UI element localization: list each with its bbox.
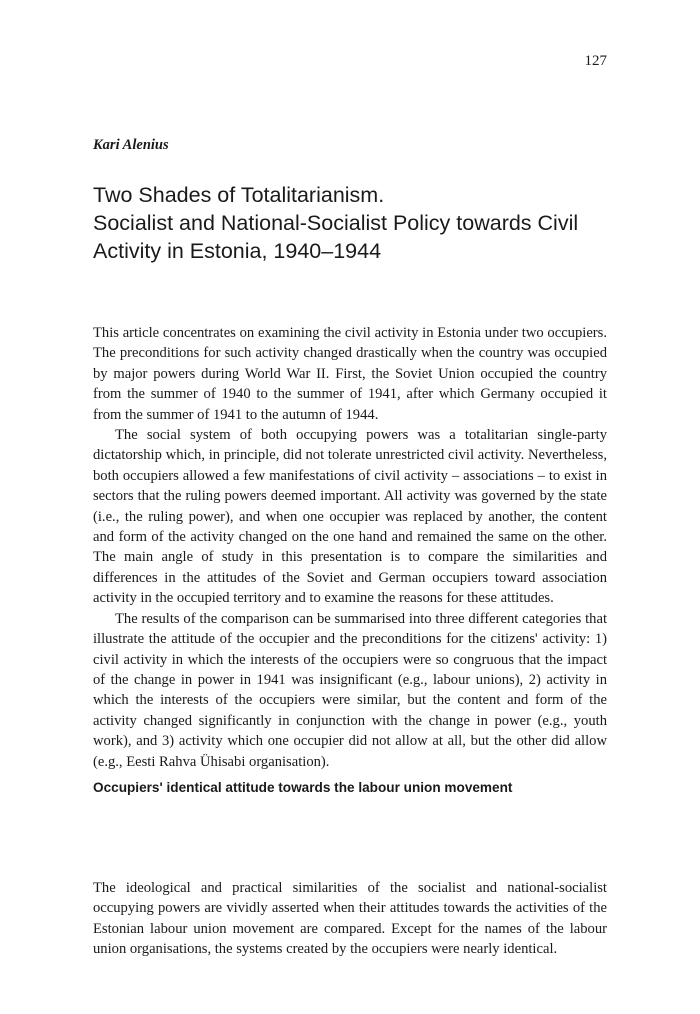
- paragraph: The results of the comparison can be summarised into three different categories that illustrate the attitude of the occupier and the preconditions for the citizens' activity: 1) civil activity in which the interests of the occupiers were so congruous that the impact of the change in power in 1941 was insignificant (e.g., labour unions), 2) activity in which the interests of the occupiers were similar, but the content and form of the activity changed significantly in conjunction with the change in power (e.g., youth work), and 3) activity which one occupier did not allow at all, but the other did allow (e.g., Eesti Rahva Ühisabi organisation).: [93, 610, 607, 770]
- paragraph: The ideological and practical similarities of the socialist and national-socialist occupying powers are vividly asserted when their attitudes towards the activities of the Estonian labour union movement are compared. Except for the names of the labour union organisations, the systems created by the occupiers were nearly identical.: [93, 880, 607, 958]
- title-line: Activity in Estonia, 1940–1944: [93, 239, 382, 263]
- abstract-body: [93, 323, 607, 772]
- author-name: Kari Alenius: [93, 137, 169, 153]
- paragraph: The social system of both occupying powers was a totalitarian single-party dictatorship which, in principle, did not tolerate unrestricted civil activity. Nevertheless, both occupiers allowed a few manifestations of civil activity – associations – to exist in sectors that the ruling powers deemed important. All activity was governed by the state (i.e., the ruling power), and when one occupier was replaced by another, the content and form of the activity changed on the one hand and remained the same on the other. The main angle of study in this presentation is to compare the similarities and differences in the attitudes of the Soviet and German occupiers toward association activity in the occupied territory and to examine the reasons for these attitudes.: [93, 427, 607, 607]
- paragraph: This article concentrates on examining the civil activity in Estonia under two occupiers. The preconditions for such activity changed drastically when the country was occupied by major powers during World War II. First, the Soviet Union occupied the country from the summer of 1940 to the summer of 1941, after which Germany occupied it from the summer of 1941 to the autumn of 1944.: [93, 325, 607, 423]
- title-line: Two Shades of Totalitarianism.: [93, 183, 385, 207]
- section-heading: Occupiers' identical attitude towards the labour union movement: [93, 780, 513, 795]
- section-body: [93, 878, 607, 960]
- title-line: Socialist and National-Socialist Policy towards Civil: [93, 211, 579, 235]
- article-title: [93, 181, 613, 265]
- page-number: 127: [584, 53, 607, 69]
